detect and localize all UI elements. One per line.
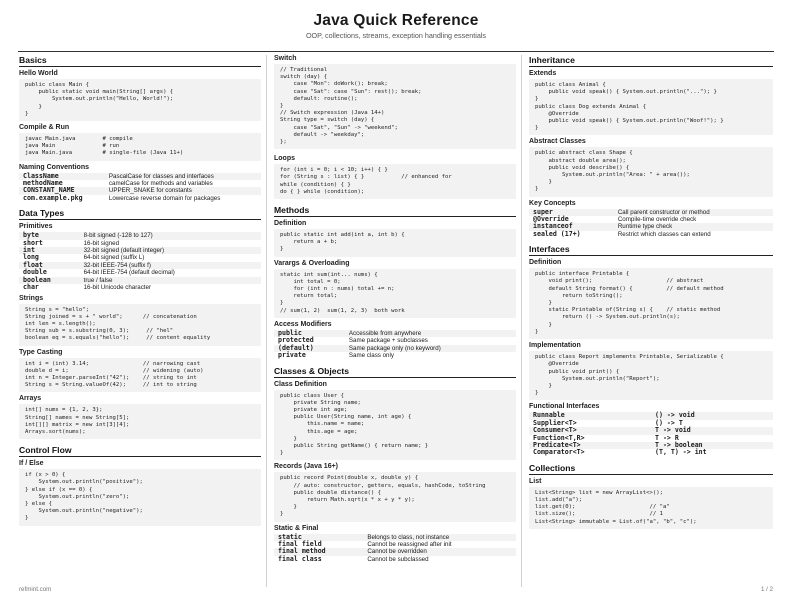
table-row (19, 195, 261, 202)
description: Cannot be overridden (363, 548, 516, 555)
functional-interfaces-table (529, 412, 773, 456)
signature: T -> boolean (651, 442, 773, 449)
subsection-title: Switch (274, 55, 297, 62)
page-header (0, 12, 792, 40)
subsection-title: Naming Conventions (19, 163, 90, 171)
subsection-title: Varargs & Overloading (274, 259, 350, 267)
description: Cannot be reassigned after init (367, 540, 452, 548)
term: ClassName (19, 173, 105, 180)
description: Compile-time override check (617, 216, 697, 224)
term: long (23, 253, 39, 262)
term: int (19, 247, 80, 254)
description: 8-bit signed (-128 to 127) (80, 232, 261, 239)
subsection-title: Static & Final (274, 524, 319, 532)
code-block-compile: javac Main.java # compile java Main # run java Main.java # single-file (Java 11+) (19, 133, 261, 161)
description: Lowercase reverse domain for packages (108, 194, 221, 202)
code-block-strings: String s = "hello"; String joined = s + " world"; // concatenation int len = s.length(); String sub = s.substring(0, 3); // "hel" boolean eq = s.equals("hello"); // content equality (19, 304, 261, 346)
code-block-hello-world: public class Main { public static void main(String[] args) { System.out.println("Hello, World!"); } } (19, 79, 261, 121)
description: 32-bit signed (default integer) (80, 247, 261, 254)
description: camelCase for methods and variables (108, 180, 213, 188)
subsection-title: Records (Java 16+) (274, 463, 339, 471)
signature: () -> T (655, 418, 683, 427)
description: Same class only (348, 352, 394, 360)
section-switch (274, 55, 516, 149)
term: Predicate<T> (529, 442, 651, 449)
column-divider (521, 55, 522, 587)
term: Function<T,R> (533, 433, 585, 442)
signature: (T, T) -> int (655, 448, 707, 457)
page-subtitle: OOP, collections, streams, exception handling essentials (305, 31, 487, 40)
subsection-title: Class Definition (274, 380, 327, 388)
table-row (529, 231, 773, 238)
subsection-title: Compile & Run (19, 124, 70, 132)
subsection-title: Key Concepts (529, 199, 576, 207)
code-block-list: List<String> list = new ArrayList<>(); list.add("a"); list.get(0); // "a" list.size(); // 1 List<String> immutable = List.of("a", "b", "c"); (529, 487, 773, 529)
section-title: Inheritance (529, 55, 773, 67)
code-block-varargs: static int sum(int... nums) { int total = 0; for (int n : nums) total += n; return total; } // sum(1, 2) sum(1, 2, 3) both work (274, 269, 516, 318)
signature: T -> void (651, 427, 773, 434)
header-divider (18, 51, 774, 52)
access-modifiers-table (274, 330, 516, 360)
description: Same package + subclasses (348, 337, 428, 345)
subsection-title: Type Casting (19, 348, 63, 356)
subsection-title: If / Else (19, 460, 44, 468)
section-title: Classes & Objects (274, 366, 516, 378)
section-title: Control Flow (19, 445, 261, 457)
subsection-title: Definition (529, 259, 562, 267)
description: 16-bit signed (83, 239, 120, 247)
term: double (23, 268, 47, 277)
term: com.example.pkg (23, 193, 83, 202)
description: PascalCase for classes and interfaces (105, 173, 261, 180)
signature: T -> R (655, 433, 679, 442)
code-block-interface-definition: public interface Printable { void print(); // abstract default String format() { // default method return toString(); } static Printable of(String s) { // static method return () -> System.out.println(s); } } (529, 268, 773, 339)
section-title: Interfaces (529, 244, 773, 256)
subsection-title: List (529, 477, 542, 485)
table-row (274, 352, 516, 359)
subsection-title: Access Modifiers (274, 320, 332, 328)
page-title: Java Quick Reference (313, 12, 479, 29)
subsection-title: Functional Interfaces (529, 403, 600, 411)
table-row (19, 262, 261, 269)
table-row (19, 240, 261, 247)
subsection-title: Arrays (19, 395, 42, 403)
footer-page-number: 1 / 2 (760, 586, 773, 593)
term: boolean (19, 277, 80, 284)
section-title: Collections (529, 463, 773, 475)
description: true / false (80, 277, 261, 284)
description: Belongs to class, not instance (363, 534, 516, 541)
table-row (274, 556, 516, 563)
term: public (274, 330, 345, 337)
term: static (274, 534, 363, 541)
section-title: Methods (274, 205, 516, 217)
section-methods (274, 205, 516, 359)
code-block-casting: int i = (int) 3.14; // narrowing cast double d = i; // widening (auto) int n = Integer.parseInt("42"); // string to int String s = String.valueOf(42); // int to string (19, 358, 261, 393)
description: 64-bit signed (suffix L) (83, 254, 145, 262)
description: UPPER_SNAKE for constants (105, 187, 261, 194)
subsection-title: Loops (274, 155, 295, 163)
subsection-title: Hello World (19, 70, 58, 77)
code-block-abstract: public abstract class Shape { abstract double area(); public void describe() { System.out.println("Area: " + area()); } } (529, 147, 773, 196)
section-collections (529, 463, 773, 529)
term: (default) (274, 345, 345, 352)
description: Runtime type check (614, 223, 773, 230)
code-block-implementation: public class Report implements Printable, Serializable { @Override public void print() { System.out.println("Report"); } } (529, 351, 773, 400)
term: private (278, 351, 306, 360)
description: Restrict which classes can extend (617, 230, 711, 238)
section-inheritance (529, 55, 773, 238)
code-block-class-definition: public class User { private String name; private int age; public User(String name, int age) { this.name = name; this.age = age; } public String getName() { return name; } } (274, 390, 516, 461)
term: final method (274, 548, 363, 555)
column-3 (529, 55, 773, 535)
naming-table (19, 173, 261, 203)
description: Same package only (no keyword) (345, 345, 516, 352)
term: protected (278, 336, 314, 345)
table-row (19, 284, 261, 291)
subsection-title: Extends (529, 70, 557, 77)
subsection-title: Strings (19, 294, 44, 302)
description: 16-bit Unicode character (83, 284, 152, 292)
primitives-table (19, 232, 261, 291)
term: float (19, 262, 80, 269)
section-interfaces (529, 244, 773, 456)
code-block-extends: public class Animal { public void speak() { System.out.println("..."); } } public class Dog extends Animal { @Override public void speak() { System.out.println("Woof!"); } } (529, 79, 773, 135)
column-divider (266, 55, 267, 587)
section-control-flow (19, 445, 261, 525)
subsection-title: Definition (274, 220, 307, 228)
footer-site: refmint.com (19, 586, 52, 593)
section-classes (274, 366, 516, 564)
term: sealed (17+) (533, 229, 581, 238)
table-row (19, 254, 261, 261)
term: Supplier<T> (533, 418, 577, 427)
code-block-method-definition: public static int add(int a, int b) { return a + b; } (274, 229, 516, 257)
table-row (274, 345, 516, 352)
code-block-arrays: int[] nums = {1, 2, 3}; String[] names = new String[5]; int[][] matrix = new int[3][4]; Arrays.sort(nums); (19, 404, 261, 439)
column-2 (274, 55, 516, 569)
code-block-records: public record Point(double x, double y) { // auto: constructor, getters, equals, hashCode, toString public double distance() { return Math.sqrt(x * x + y * y); } } (274, 472, 516, 521)
term: Consumer<T> (529, 427, 651, 434)
term: CONSTANT_NAME (19, 187, 105, 194)
column-1 (19, 55, 261, 532)
table-row (529, 449, 773, 456)
term: Runnable (529, 412, 651, 419)
table-row (19, 247, 261, 254)
key-concepts-table (529, 209, 773, 239)
description: Cannot be subclassed (367, 555, 429, 563)
term: final field (278, 539, 322, 548)
static-final-table (274, 534, 516, 564)
term: Comparator<T> (533, 448, 585, 457)
term: instanceof (529, 223, 614, 230)
description: Accessible from anywhere (345, 330, 516, 337)
subsection-title: Primitives (19, 223, 53, 231)
table-row (19, 277, 261, 284)
term: methodName (23, 179, 63, 188)
term: byte (19, 232, 80, 239)
description: 32-bit IEEE-754 (suffix f) (80, 262, 261, 269)
description: 64-bit IEEE-754 (default decimal) (83, 269, 175, 277)
description: Call parent constructor or method (614, 209, 773, 216)
subsection-title: Implementation (529, 342, 581, 350)
term: final class (278, 554, 322, 563)
term: char (23, 283, 39, 292)
term: @Override (533, 215, 569, 224)
section-title: Basics (19, 55, 261, 67)
code-block-loops: for (int i = 0; i < 10; i++) { } for (String s : list) { } // enhanced for while (condition) { } do { } while (condition); (274, 164, 516, 199)
term: super (529, 209, 614, 216)
code-block-switch: // Traditional switch (day) { case "Mon": doWork(); break; case "Sat": case "Sun": rest(); break; default: routine(); } // Switch expression (Java 14+) String type = switch (day) { case "Sat", "Sun" -> "weekend"; default -> "weekday"; }; (274, 64, 516, 149)
section-data-types (19, 208, 261, 439)
section-basics (19, 55, 261, 202)
term: short (23, 238, 43, 247)
subsection-title: Abstract Classes (529, 138, 586, 146)
code-block-if-else: if (x > 0) { System.out.println("positive"); } else if (x == 0) { System.out.println("zero"); } else { System.out.println("negative"); } (19, 469, 261, 525)
signature: () -> void (651, 412, 773, 419)
section-title: Data Types (19, 208, 261, 220)
table-row (19, 269, 261, 276)
table-row (19, 232, 261, 239)
section-loops (274, 155, 516, 199)
